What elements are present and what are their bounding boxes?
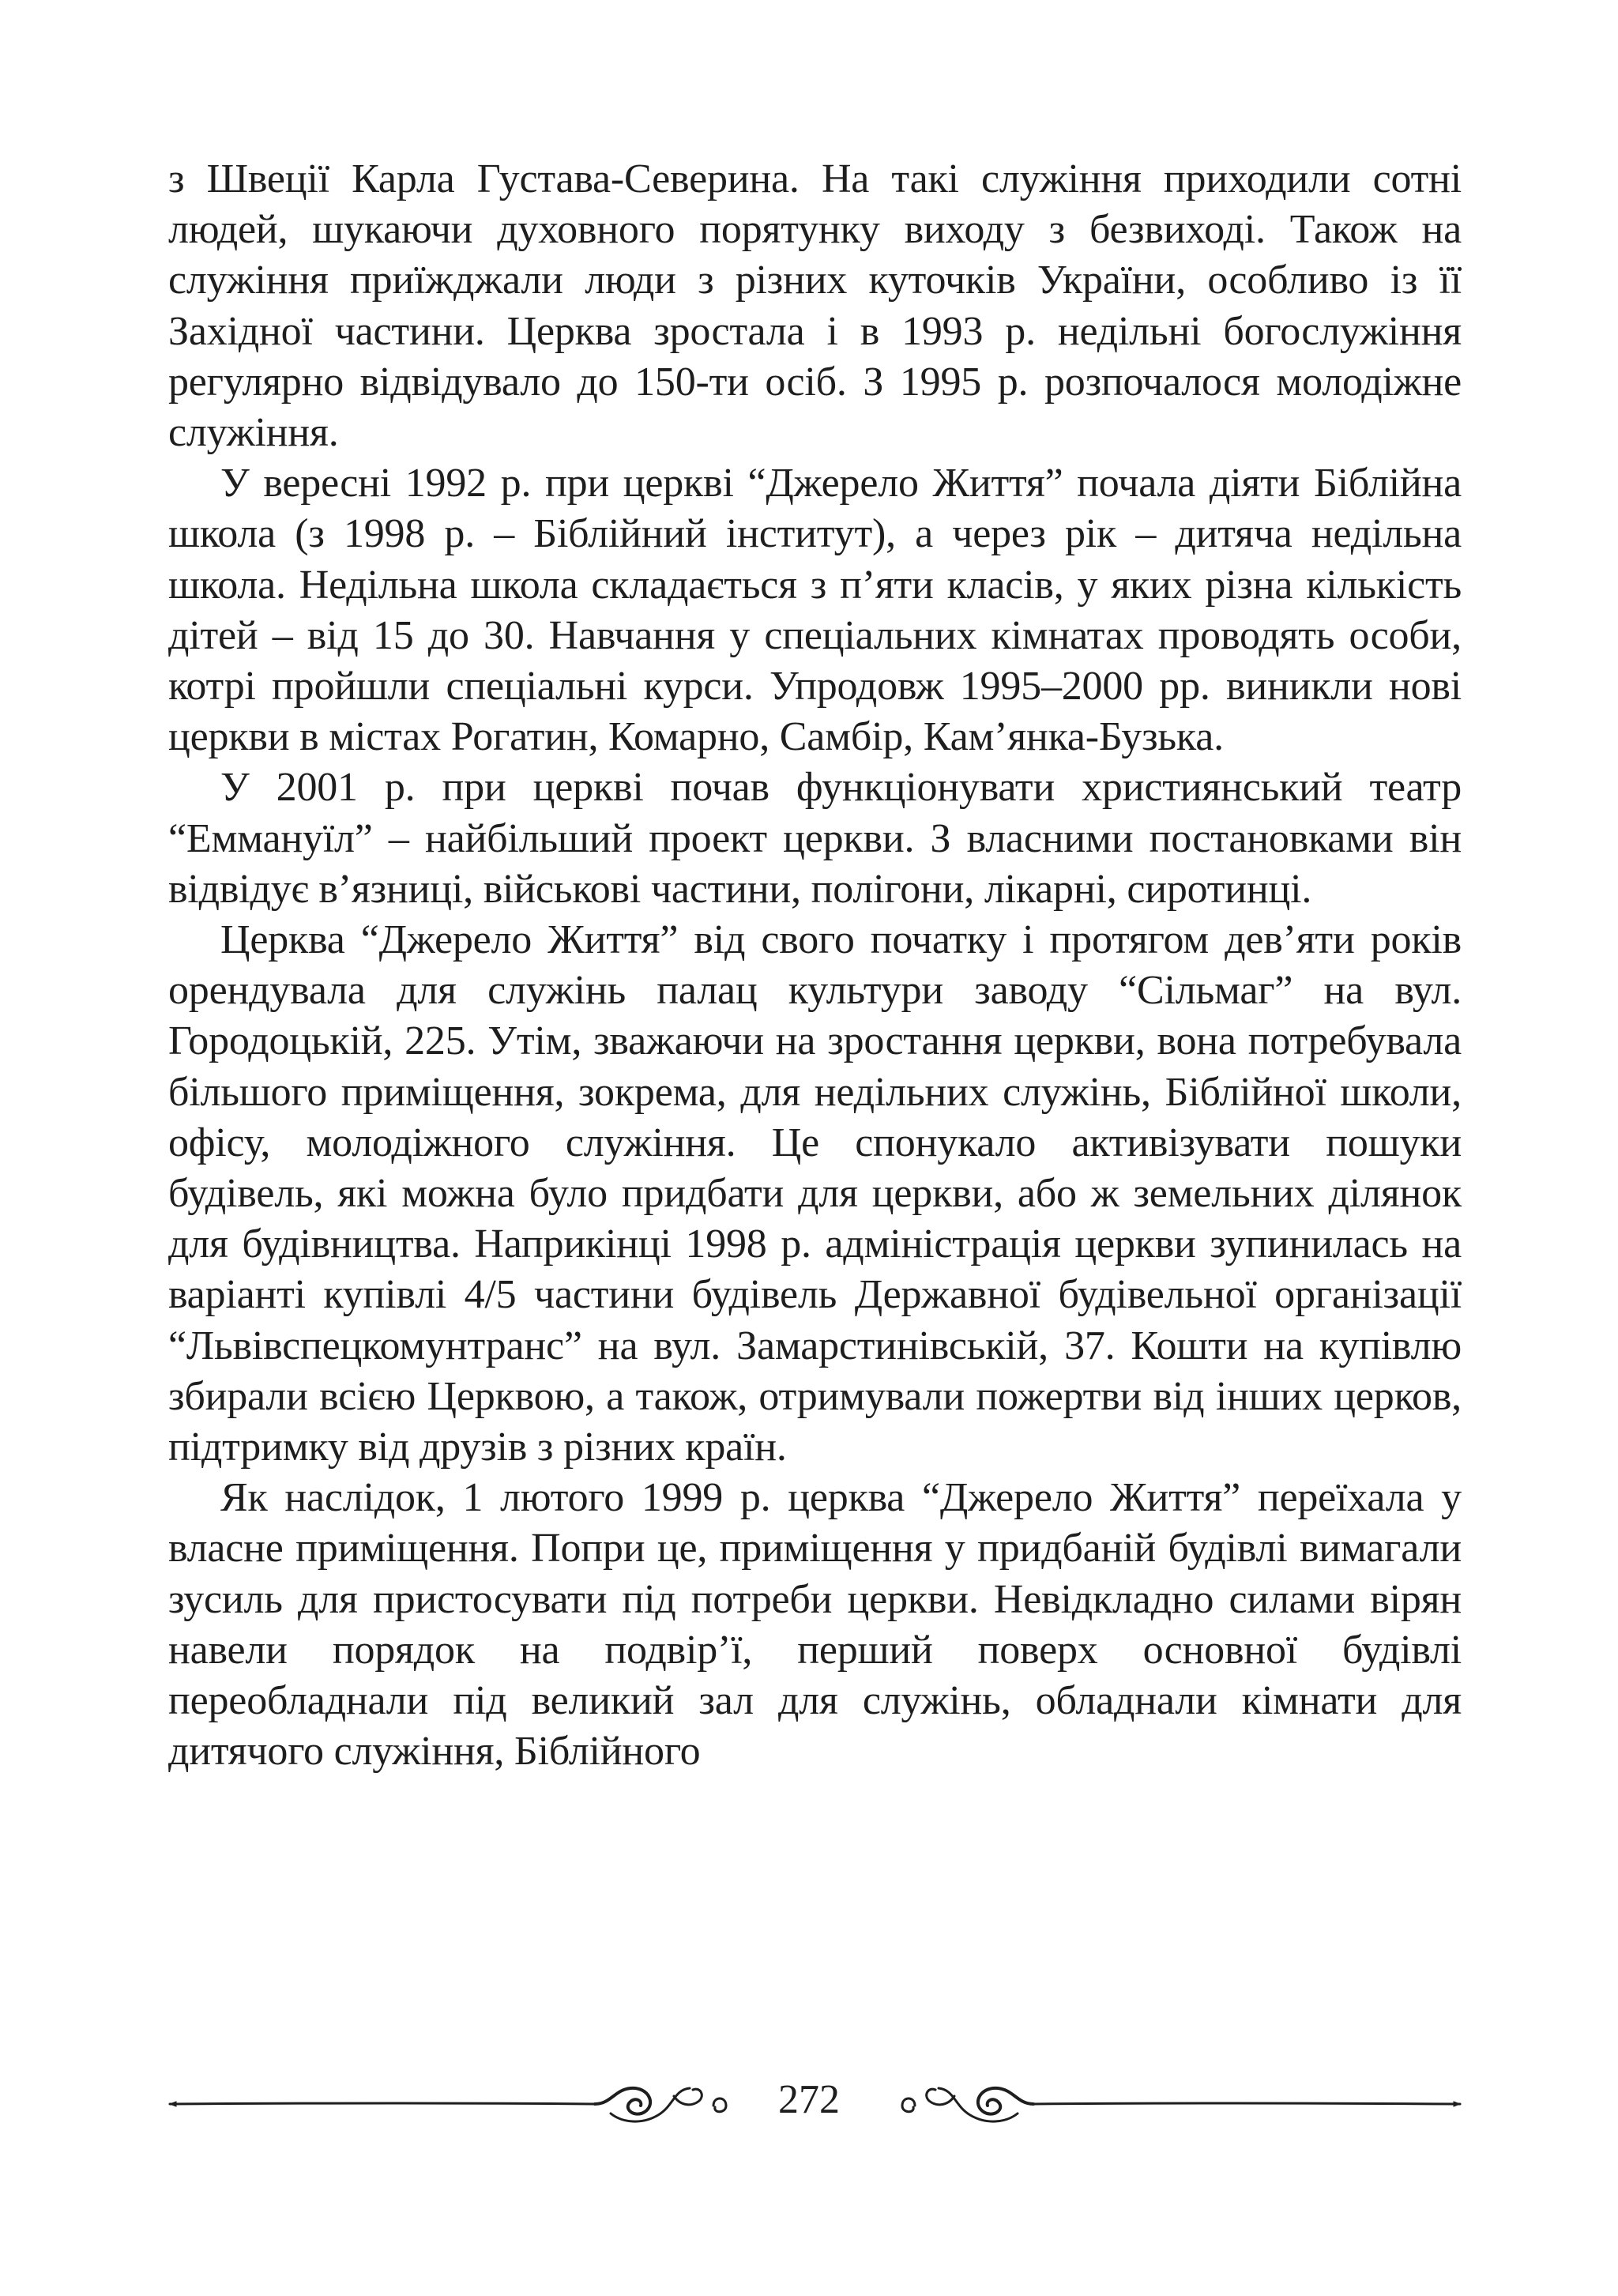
page-number: 272 bbox=[778, 2077, 840, 2122]
paragraph-building-search: Церква “Джерело Життя” від свого початку і протягом дев’яти років орендувала для служінь палац культури заводу “Сільмаг” на вул. Городоцькій, 225. Утім, зважаючи на зростання церкви, вона потребувала більшого приміщення, зокрема, для недільних служінь, Біблійної школи, офісу, молодіжного служіння. Це спонукало активізувати пошуки будівель, які можна було придбати для церкви, або ж земельних ділянок для будівництва. Наприкінці 1998 р. адміністрація церкви зупинилась на варіанті купівлі 4/5 частини будівель Державної будівельної організації “Львівспецкомунтранс” на вул. Замарстинівській, 37. Кошти на купівлю збирали всією Церквою, а також, отримували пожертви від інших церков, підтримку від друзів з різних країн. bbox=[168, 917, 1462, 1470]
paragraph-relocation: Як наслідок, 1 лютого 1999 р. церква “Джерело Життя” переїхала у власне приміщення. Попри це, приміщення у придбаній будівлі вимагали зусиль для пристосувати під потреби церкви. Невідкладно силами вірян навели порядок на подвір’ї, перший поверх основної будівлі переобладнали під великий зал для служінь, обладнали кімнати для дитячого служіння, Біблійного bbox=[168, 1475, 1462, 1775]
page-body bbox=[168, 154, 1462, 1778]
paragraph-bible-school: У вересні 1992 р. при церкві “Джерело Життя” почала діяти Біблійна школа (з 1998 р. – Біблійний інститут), а через рік – дитяча недільна школа. Недільна школа складається з п’яти класів, у яких різна кількість дітей – від 15 до 30. Навчання у спеціальних кімнатах проводять особи, котрі пройшли спеціальні курси. Упродовж 1995–2000 рр. виникли нові церкви в містах Рогатин, Комарно, Самбір, Кам’янка-Бузька. bbox=[168, 461, 1462, 760]
paragraph-continuation: з Швеції Карла Густава-Северина. На такі служіння приходили сотні людей, шукаючи духовного порятунку виходу з безвиході. Також на служіння приїжджали люди з різних куточків України, особливо із її Західної частини. Церква зростала і в 1993 р. недільні богослужіння регулярно відвідувало до 150-ти осіб. З 1995 р. розпочалося молодіжне служіння. bbox=[168, 156, 1462, 456]
paragraph-theatre: У 2001 р. при церкві почав функціонувати християнський театр “Еммануїл” – найбільший проект церкви. З власними постановками він відвідує в’язниці, військові частини, полігони, лікарні, сиротинці. bbox=[168, 765, 1462, 912]
